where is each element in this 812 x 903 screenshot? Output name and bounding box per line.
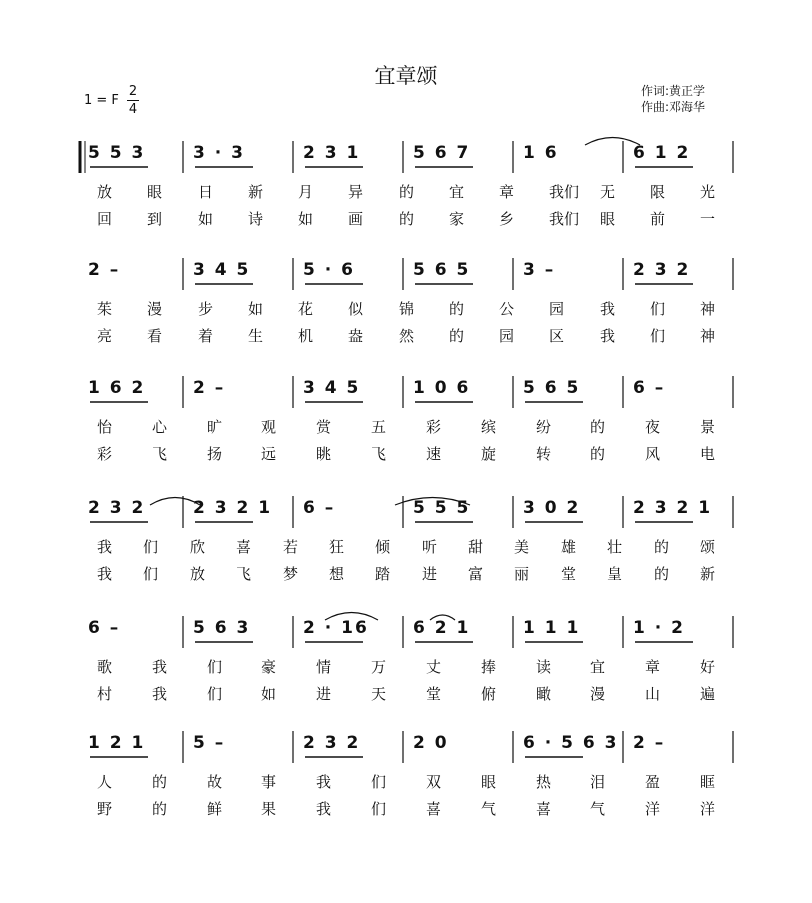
lyric-2: 踏: [375, 565, 391, 583]
lyric-2: 放: [190, 565, 206, 583]
lyric-1: 赏: [316, 418, 332, 436]
lyric-2: 丽: [514, 565, 530, 583]
lyric-2: 前: [650, 210, 666, 228]
lyric-1: 情: [316, 658, 332, 676]
time-signature-bottom: 4: [128, 102, 138, 117]
lyric-1: 日: [198, 183, 214, 201]
measure-notes: 2 3 2 1: [193, 498, 273, 518]
lyric-1: 异: [348, 183, 364, 201]
lyric-1: 甜: [468, 538, 484, 556]
lyric-1: 纷: [536, 418, 552, 436]
lyric-1: 如: [248, 300, 264, 318]
lyric-2: 旋: [481, 445, 497, 463]
lyric-2: 转: [536, 445, 552, 463]
measure-notes: 6 2 1: [413, 618, 471, 638]
measure-notes: 5 5 3: [88, 143, 146, 163]
lyric-2: 进: [422, 565, 438, 583]
lyric-1: 盈: [645, 773, 661, 791]
lyric-2: 喜: [426, 800, 442, 818]
lyric-1: 我: [600, 300, 616, 318]
lyric-1: 光: [700, 183, 716, 201]
measure-notes: 1 6 2: [88, 378, 146, 398]
lyric-1: 歌: [97, 658, 113, 676]
lyric-1: 锦: [399, 300, 415, 318]
lyric-2: 彩: [97, 445, 113, 463]
lyric-1: 好: [700, 658, 716, 676]
lyric-2: 着: [198, 327, 214, 345]
measure-notes: 1 2 1: [88, 733, 146, 753]
lyric-2: 机: [298, 327, 314, 345]
lyric-1: 宜: [449, 183, 465, 201]
lyric-1: 故: [207, 773, 223, 791]
lyric-1: 的: [590, 418, 606, 436]
lyric-2: 如: [261, 685, 277, 703]
lyric-2: 诗: [248, 210, 264, 228]
lyric-2: 的: [654, 565, 670, 583]
lyric-1: 新: [248, 183, 264, 201]
lyric-1: 的: [654, 538, 670, 556]
lyric-1: 景: [700, 418, 716, 436]
lyric-2: 遍: [700, 685, 716, 703]
lyric-2: 果: [261, 800, 277, 818]
lyric-2: 我: [97, 565, 113, 583]
measure-notes: 3 4 5: [303, 378, 361, 398]
lyric-1: 们: [143, 538, 159, 556]
lyric-1: 人: [97, 773, 113, 791]
lyric-1: 听: [422, 538, 438, 556]
lyric-2: 气: [590, 800, 606, 818]
lyric-2: 们: [207, 685, 223, 703]
lyric-1: 观: [261, 418, 277, 436]
measure-notes: 6 1 2: [633, 143, 691, 163]
lyric-2: 新: [700, 565, 716, 583]
lyric-2: 速: [426, 445, 442, 463]
measure-notes: 2 –: [633, 733, 666, 753]
measure-notes: 5 6 5: [523, 378, 581, 398]
lyric-1: 若: [283, 538, 299, 556]
lyric-2: 俯: [481, 685, 497, 703]
lyric-1: 怡: [97, 418, 113, 436]
lyric-2: 们: [650, 327, 666, 345]
lyric-1: 们: [371, 773, 387, 791]
lyric-2: 皇: [607, 565, 623, 583]
measure-notes: 1 0 6: [413, 378, 471, 398]
lyric-1: 缤: [481, 418, 497, 436]
lyric-1: 雄: [561, 538, 577, 556]
lyric-1: 颂: [700, 538, 716, 556]
lyric-2: 堂: [561, 565, 577, 583]
lyric-1: 章: [645, 658, 661, 676]
song-title: 宜章颂: [374, 64, 438, 88]
lyric-2: 漫: [590, 685, 606, 703]
lyric-2: 洋: [700, 800, 716, 818]
measure-notes: 2 –: [88, 260, 121, 280]
lyric-1: 的: [399, 183, 415, 201]
lyric-1: 心: [152, 418, 168, 436]
lyric-2: 风: [645, 445, 661, 463]
lyric-1: 豪: [261, 658, 277, 676]
lyric-2: 的: [152, 800, 168, 818]
lyric-2: 飞: [152, 445, 168, 463]
lyric-1: 我们: [549, 183, 580, 201]
lyric-1: 热: [536, 773, 552, 791]
lyric-1: 月: [298, 183, 314, 201]
lyric-2: 山: [645, 685, 661, 703]
measure-notes: 2 3 2: [303, 733, 361, 753]
lyric-2: 扬: [207, 445, 223, 463]
lyric-1: 眼: [147, 183, 163, 201]
lyric-2: 鲜: [207, 800, 223, 818]
lyric-2: 画: [348, 210, 364, 228]
lyric-2: 喜: [536, 800, 552, 818]
lyric-2: 气: [481, 800, 497, 818]
lyric-2: 想: [329, 565, 345, 583]
measure-notes: 3 0 2: [523, 498, 581, 518]
lyric-2: 洋: [645, 800, 661, 818]
lyric-1: 倾: [375, 538, 391, 556]
lyric-1: 彩: [426, 418, 442, 436]
lyric-1: 宜: [590, 658, 606, 676]
lyric-2: 村: [97, 685, 113, 703]
lyric-1: 捧: [481, 658, 497, 676]
lyric-2: 梦: [283, 565, 299, 583]
measure-notes: 3 · 3: [193, 143, 245, 163]
lyric-2: 们: [371, 800, 387, 818]
lyric-2: 堂: [426, 685, 442, 703]
lyric-1: 狂: [329, 538, 345, 556]
lyric-1: 我: [97, 538, 113, 556]
lyric-2: 飞: [236, 565, 252, 583]
lyric-1: 似: [348, 300, 364, 318]
lyric-2: 家: [449, 210, 465, 228]
lyric-1: 神: [700, 300, 716, 318]
time-signature-top: 2: [128, 84, 138, 99]
measure-notes: 2 3 1: [303, 143, 361, 163]
lyric-1: 限: [650, 183, 666, 201]
lyric-2: 我: [600, 327, 616, 345]
key-signature: 1 = F: [84, 93, 119, 108]
lyric-2: 眺: [316, 445, 332, 463]
lyric-1: 读: [536, 658, 552, 676]
measure-notes: 5 6 7: [413, 143, 471, 163]
measure-notes: 6 –: [88, 618, 121, 638]
lyric-2: 我: [152, 685, 168, 703]
measure-notes: 6 · 5 6 3: [523, 733, 619, 753]
lyric-1: 美: [514, 538, 530, 556]
lyric-2: 如: [198, 210, 214, 228]
lyric-2: 看: [147, 327, 163, 345]
lyric-1: 们: [650, 300, 666, 318]
lyric-1: 欣: [190, 538, 206, 556]
lyric-2: 到: [147, 210, 163, 228]
lyric-1: 事: [261, 773, 277, 791]
measure-notes: 2 · 16: [303, 618, 369, 638]
lyric-1: 我: [152, 658, 168, 676]
lyric-1: 泪: [590, 773, 606, 791]
lyric-2: 回: [97, 210, 113, 228]
lyric-1: 无: [600, 183, 616, 201]
lyric-2: 的: [399, 210, 415, 228]
lyric-2: 生: [248, 327, 264, 345]
lyric-2: 电: [700, 445, 716, 463]
lyric-1: 我: [316, 773, 332, 791]
lyric-2: 的: [590, 445, 606, 463]
lyric-2: 一: [700, 210, 716, 228]
lyric-1: 丈: [426, 658, 442, 676]
lyric-1: 万: [371, 658, 387, 676]
lyric-2: 区: [549, 327, 565, 345]
lyric-1: 眼: [481, 773, 497, 791]
measure-notes: 2 3 2: [88, 498, 146, 518]
lyric-1: 步: [198, 300, 214, 318]
measure-notes: 2 3 2 1: [633, 498, 713, 518]
measure-notes: 2 0: [413, 733, 449, 753]
lyric-2: 远: [261, 445, 277, 463]
lyric-1: 眶: [700, 773, 716, 791]
measure-notes: 2 3 2: [633, 260, 691, 280]
lyric-2: 野: [97, 800, 113, 818]
lyric-1: 喜: [236, 538, 252, 556]
measure-notes: 3 –: [523, 260, 556, 280]
lyric-1: 的: [449, 300, 465, 318]
measure-notes: 1 6: [523, 143, 559, 163]
measure-notes: 5 5 5: [413, 498, 471, 518]
lyric-2: 的: [449, 327, 465, 345]
lyric-2: 进: [316, 685, 332, 703]
lyric-2: 我: [316, 800, 332, 818]
lyric-1: 们: [207, 658, 223, 676]
lyric-2: 瞰: [536, 685, 552, 703]
lyric-2: 亮: [97, 327, 113, 345]
measure-notes: 1 · 2: [633, 618, 685, 638]
measure-notes: 6 –: [303, 498, 336, 518]
lyric-1: 花: [298, 300, 314, 318]
lyric-1: 旷: [207, 418, 223, 436]
lyric-1: 放: [97, 183, 113, 201]
measure-notes: 5 6 5: [413, 260, 471, 280]
lyric-2: 我们: [549, 210, 580, 228]
lyric-2: 然: [399, 327, 415, 345]
lyricist: 作词:黄正学: [641, 84, 706, 98]
lyric-2: 富: [468, 565, 484, 583]
lyric-2: 乡: [499, 210, 515, 228]
measure-notes: 5 · 6: [303, 260, 355, 280]
measure-notes: 6 –: [633, 378, 666, 398]
lyric-2: 如: [298, 210, 314, 228]
lyric-1: 的: [152, 773, 168, 791]
lyric-1: 夜: [645, 418, 661, 436]
lyric-1: 公: [499, 300, 515, 318]
lyric-1: 双: [426, 773, 442, 791]
measure-notes: 1 1 1: [523, 618, 581, 638]
composer: 作曲:邓海华: [641, 100, 706, 114]
lyric-1: 漫: [147, 300, 163, 318]
lyric-2: 园: [499, 327, 515, 345]
measure-notes: 5 –: [193, 733, 226, 753]
lyric-1: 园: [549, 300, 565, 318]
lyric-1: 章: [499, 183, 515, 201]
lyric-2: 天: [371, 685, 387, 703]
lyric-2: 飞: [371, 445, 387, 463]
lyric-2: 眼: [600, 210, 616, 228]
lyric-1: 茱: [97, 300, 113, 318]
lyric-2: 神: [700, 327, 716, 345]
measure-notes: 3 4 5: [193, 260, 251, 280]
measure-notes: 2 –: [193, 378, 226, 398]
lyric-2: 盎: [348, 327, 364, 345]
lyric-2: 们: [143, 565, 159, 583]
lyric-1: 五: [371, 418, 387, 436]
lyric-1: 壮: [607, 538, 623, 556]
measure-notes: 5 6 3: [193, 618, 251, 638]
